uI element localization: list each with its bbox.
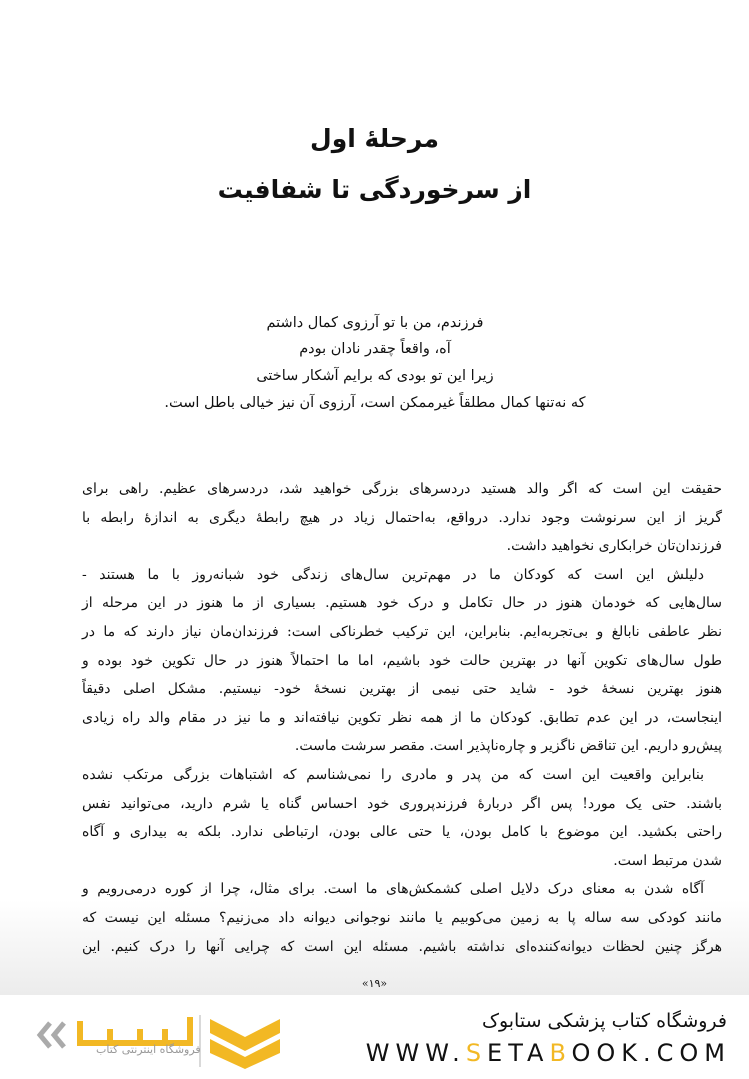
body-line: آگاه شدن به معنای درک دلایل اصلی کشمکش‌های ما است. برای مثال، چرا از کوره درمی‌رویم و	[82, 881, 704, 898]
footer-banner	[0, 995, 749, 1079]
body-line: سال‌هایی که خودمان هنوز در حال تکامل و درک خود هستیم. بسیاری از ما هنوز در این مرحله از	[82, 595, 722, 612]
body-line: بنابراین واقعیت این است که من پدر و مادری را نمی‌شناسم که اشتباهات بزرگی مرتکب نشده	[82, 767, 704, 783]
body-line: دلیلش این است که کودکان ما در مهم‌ترین سال‌های زندگی خود شبانه‌روز با ما هستند -	[82, 566, 704, 583]
body-line: گریز از این سرنوشت وجود ندارد. درواقع، به‌احتمال زیاد در هیچ رابطۀ دیگری به اندازۀ رابطه با	[82, 509, 722, 526]
body-line: هنوز بهترین نسخۀ خود - شاید حتی نیمی از بهترین نسخۀ خود- نیستیم. مشکل اصلی دقیقاً	[82, 681, 723, 698]
body-line: نظر عاطفی نابالغ و بی‌تجربه‌ایم. بنابراین، این ترکیب خطرناکی است: فرزندان‌مان نیاز دارند که ما در	[82, 624, 722, 640]
body-line: پیش‌رو داریم. این تناقض ناگزیر و چاره‌ناپذیر است. مقصر سرشت ماست.	[294, 738, 722, 755]
chapter-title: مرحلۀ اول	[310, 124, 439, 153]
body-line: طول سال‌های تکوین آنها در بهترین حالت خود باشیم، اما ما احتمالاً هنوز در حال تکوین خود بوده و	[82, 652, 722, 669]
body-line: راحتی بکشید. این موضوع با کامل بودن، یا حتی عالی بودن، ارتباطی ندارد. بلکه به بیداری و آگاه	[82, 824, 722, 841]
poem-line: که نه‌تنها کمال مطلقاً غیرممکن است، آرزوی آن نیز خیالی باطل است.	[164, 395, 586, 411]
setabook-logo	[20, 1007, 290, 1069]
poem-line: آه، واقعاً چقدر نادان بودم	[299, 341, 451, 357]
body-line: اینجاست، در این عدم تطابق. کودکان ما از همه نظر تکوین نیافته‌اند و ما نیز در مقام والد راه زیادی	[82, 709, 722, 726]
body-line: هرگز چنین لحظات دیوانه‌کننده‌ای نداشته باشیم. مسئله این است که چرایی آنها را درک کنیم. این	[82, 938, 722, 955]
logo-subtitle: فروشگاه اینترنتی کتاب	[96, 1043, 201, 1056]
poem-line: فرزندم، من با تو آرزوی کمال داشتم	[266, 315, 484, 331]
body-line: حقیقت این است که اگر والد هستید دردسرهای بزرگی خواهید شد، دردسرهای عظیم. راهی برای	[82, 481, 722, 497]
body-line: فرزندان‌تان خرابکاری نخواهید داشت.	[506, 538, 722, 555]
poem-line: زیرا این تو بودی که برایم آشکار ساختی	[256, 368, 494, 384]
store-url[interactable]: WWW.SETABOOK.COM	[365, 1039, 731, 1067]
chapter-subtitle: از سرخوردگی تا شفافیت	[217, 175, 532, 204]
body-line: باشند. حتی یک مورد! پس اگر دربارۀ فرزندپروری خود احساس گناه یا شرم دارید، می‌توانید نفس	[82, 795, 722, 812]
body-line: مانند کودکی سه ساله پا به زمین می‌کوبیم یا مانند نوجوانی دیوانه داد می‌زنیم؟ مسئله این نیست که	[82, 910, 722, 926]
body-line: شدن مرتبط است.	[613, 852, 722, 869]
store-name: فروشگاه کتاب پزشکی ستابوک	[481, 1010, 727, 1032]
page-number: «۱۹»	[361, 977, 388, 990]
